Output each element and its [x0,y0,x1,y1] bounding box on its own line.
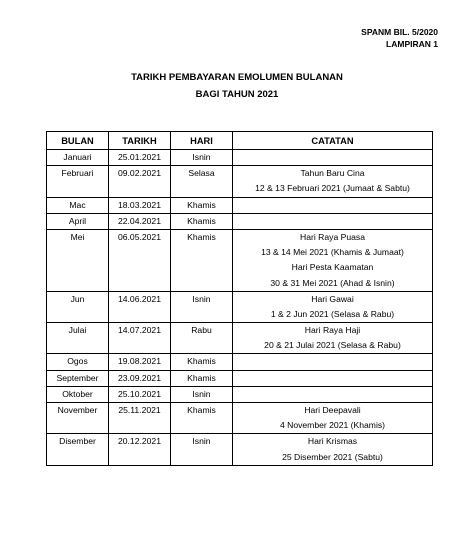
cell-tarikh-text: 14.06.2021 [117,293,161,304]
cell-tarikh [109,403,171,434]
cell-catatan [233,229,433,291]
table-row [47,229,433,291]
note-line: 12 & 13 Februari 2021 (Jumaat & Sabtu) [255,183,410,194]
table-row [47,197,433,213]
cell-tarikh-text: 19.08.2021 [117,356,161,367]
document-title [0,69,474,103]
empty-note [235,354,430,369]
cell-bulan-text: Mac [69,199,86,210]
cell-bulan-text: November [57,405,98,415]
cell-bulan-text: Ogos [67,356,88,367]
table-header-row [47,132,433,150]
filler-line [111,260,168,275]
cell-tarikh-text: 25.01.2021 [117,152,161,162]
table-row [47,323,433,354]
cell-tarikh-text: 20.12.2021 [117,436,161,447]
cell-tarikh [109,323,171,354]
filler-line [111,450,168,465]
document-reference [361,26,438,50]
filler-line [173,450,230,465]
cell-bulan-text: Oktober [62,388,93,399]
cell-catatan [233,291,433,322]
empty-note [235,198,430,213]
table-row [47,213,433,229]
filler-line [49,450,106,465]
cell-tarikh-text: 22.04.2021 [117,215,161,226]
cell-bulan [47,213,109,229]
cell-bulan-text: Mei [70,231,85,242]
note-line: 30 & 31 Mei 2021 (Ahad & Isnin) [270,277,395,288]
cell-bulan-text: Januari [63,152,92,162]
cell-hari-text: Khamis [187,215,216,226]
filler-line [173,307,230,322]
filler-line [111,338,168,353]
cell-bulan-text: September [56,372,99,383]
cell-hari-text: Isnin [192,388,211,399]
cell-hari-text: Selasa [188,168,215,179]
cell-tarikh-text: 25.10.2021 [117,388,161,399]
filler-line [173,260,230,275]
cell-hari [171,323,233,354]
empty-note [235,150,430,165]
cell-tarikh [109,166,171,197]
cell-hari-text: Rabu [191,325,212,336]
table-row [47,354,433,370]
cell-tarikh [109,354,171,370]
table-row [47,150,433,166]
cell-tarikh [109,150,171,166]
cell-tarikh [109,370,171,386]
cell-bulan [47,403,109,434]
cell-hari [171,166,233,197]
note-line: 13 & 14 Mei 2021 (Khamis & Jumaat) [261,247,404,258]
cell-bulan [47,370,109,386]
filler-line [49,276,106,291]
cell-tarikh [109,229,171,291]
cell-hari [171,291,233,322]
cell-hari-text: Isnin [192,436,211,447]
note-line: Hari Raya Haji [304,325,361,336]
table-row [47,370,433,386]
table-body [47,150,433,466]
cell-bulan [47,166,109,197]
cell-hari [171,354,233,370]
cell-tarikh [109,386,171,402]
cell-bulan [47,354,109,370]
filler-line [173,276,230,291]
table-row [47,291,433,322]
cell-hari [171,434,233,465]
cell-catatan [233,213,433,229]
note-line: 1 & 2 Jun 2021 (Selasa & Rabu) [270,308,395,319]
note-line: 25 Disember 2021 (Sabtu) [282,451,383,462]
cell-bulan [47,150,109,166]
title-line-1: TARIKH PEMBAYARAN EMOLUMEN BULANAN [131,72,343,83]
cell-hari-text: Isnin [192,152,211,162]
cell-bulan [47,197,109,213]
filler-line [173,245,230,260]
cell-catatan [233,370,433,386]
table-row [47,386,433,402]
filler-line [49,260,106,275]
filler-line [173,338,230,353]
column-header-tarikh: TARIKH [109,132,171,150]
filler-line [111,181,168,196]
note-line: Hari Pesta Kaamatan [291,262,374,273]
cell-hari-text: Isnin [192,293,211,304]
empty-note [235,214,430,229]
filler-line [173,181,230,196]
note-line: Hari Deepavali [304,405,361,415]
filler-line [173,418,230,433]
cell-tarikh-text: 09.02.2021 [117,168,161,179]
cell-catatan [233,354,433,370]
cell-hari [171,150,233,166]
filler-line [111,245,168,260]
filler-line [49,338,106,353]
reference-number: SPANM BIL. 5/2020 [361,27,438,37]
cell-hari-text: Khamis [187,356,216,367]
cell-hari-text: Khamis [187,199,216,210]
cell-catatan [233,386,433,402]
cell-bulan-text: Jun [70,293,85,304]
cell-hari [171,213,233,229]
cell-hari [171,197,233,213]
cell-bulan [47,386,109,402]
filler-line [49,245,106,260]
filler-line [111,276,168,291]
cell-bulan-text: Februari [61,168,94,179]
cell-tarikh-text: 18.03.2021 [117,199,161,210]
filler-line [49,307,106,322]
cell-catatan [233,434,433,465]
filler-line [111,307,168,322]
attachment-label: LAMPIRAN 1 [386,39,438,49]
column-header-catatan: CATATAN [233,132,433,150]
cell-hari [171,229,233,291]
filler-line [111,418,168,433]
cell-hari [171,403,233,434]
cell-hari-text: Khamis [187,231,216,242]
title-line-2: BAGI TAHUN 2021 [195,89,279,100]
cell-tarikh-text: 14.07.2021 [117,325,161,336]
cell-catatan [233,403,433,434]
cell-hari [171,370,233,386]
cell-bulan-text: Disember [59,436,96,447]
cell-bulan [47,323,109,354]
cell-bulan-text: April [68,215,87,226]
cell-tarikh [109,213,171,229]
cell-catatan [233,197,433,213]
note-line: Hari Raya Puasa [300,231,365,242]
cell-bulan [47,229,109,291]
cell-catatan [233,323,433,354]
cell-bulan [47,291,109,322]
note-line: Hari Krismas [307,436,358,447]
cell-bulan [47,434,109,465]
empty-note [235,387,430,402]
cell-tarikh-text: 06.05.2021 [117,231,161,242]
note-line: Tahun Baru Cina [300,168,365,179]
cell-hari-text: Khamis [187,405,216,415]
cell-bulan-text: Julai [68,325,87,336]
note-line: Hari Gawai [311,293,354,304]
cell-tarikh [109,291,171,322]
table-row [47,403,433,434]
empty-note [235,371,430,386]
note-line: 4 November 2021 (Khamis) [279,420,386,431]
filler-line [49,181,106,196]
table-row [47,166,433,197]
cell-tarikh-text: 25.11.2021 [118,405,161,415]
column-header-bulan: BULAN [47,132,109,150]
cell-hari-text: Khamis [187,372,216,383]
cell-tarikh [109,197,171,213]
cell-tarikh [109,434,171,465]
cell-tarikh-text: 23.09.2021 [117,372,161,383]
table-row [47,434,433,465]
payment-schedule-table [46,131,433,466]
cell-hari [171,386,233,402]
column-header-hari: HARI [171,132,233,150]
filler-line [49,418,106,433]
cell-catatan [233,166,433,197]
note-line: 20 & 21 Julai 2021 (Selasa & Rabu) [264,340,401,351]
cell-catatan [233,150,433,166]
